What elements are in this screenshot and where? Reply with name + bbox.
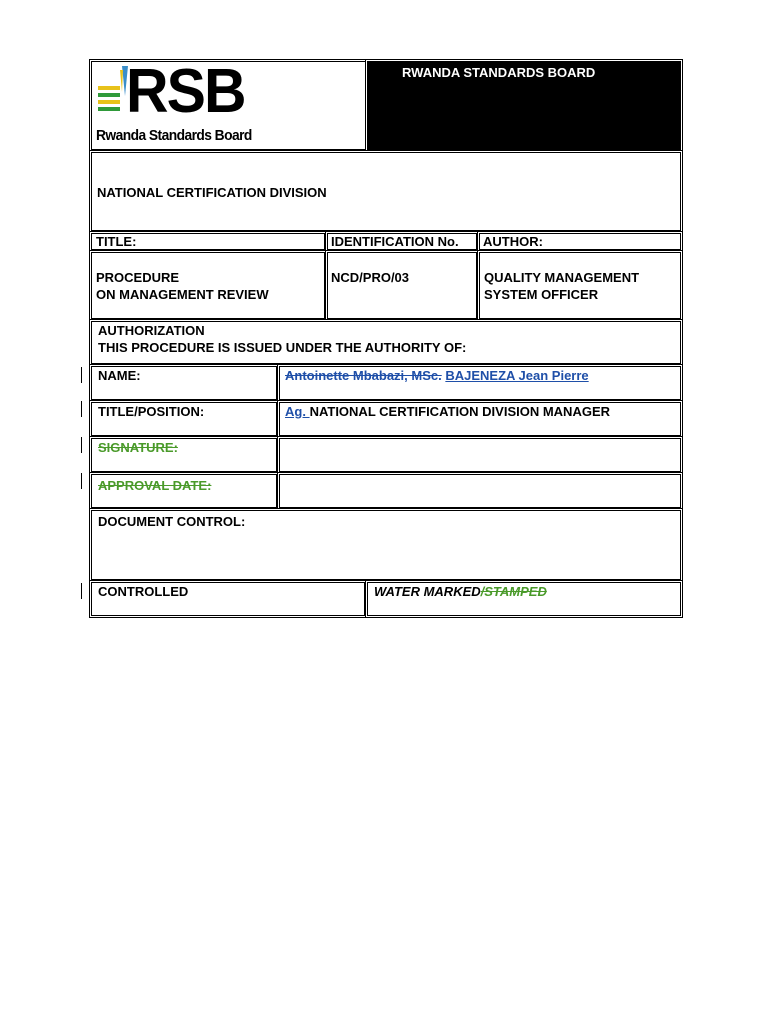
name-label: NAME: bbox=[98, 368, 141, 383]
change-bar-signature bbox=[81, 437, 82, 453]
id-value-cell bbox=[327, 252, 477, 319]
controlled-text: CONTROLLED bbox=[98, 584, 189, 599]
position-value-cell bbox=[279, 402, 681, 436]
id-label-cell bbox=[327, 233, 477, 250]
logo-cell bbox=[91, 57, 367, 150]
document-header-form bbox=[89, 59, 683, 620]
org-name: RWANDA STANDARDS BOARD bbox=[402, 65, 596, 80]
author-label-cell bbox=[479, 233, 681, 250]
position-label: TITLE/POSITION: bbox=[98, 404, 205, 419]
name-value bbox=[285, 367, 589, 384]
name-deleted: Antoinette Mbabazi, MSc. bbox=[285, 368, 442, 383]
title-value-cell bbox=[91, 252, 325, 319]
document-control-cell bbox=[91, 510, 681, 580]
id-value: NCD/PRO/03 bbox=[331, 270, 410, 285]
title-line1: PROCEDURE bbox=[96, 270, 180, 285]
name-value-cell bbox=[279, 366, 681, 400]
position-text: NATIONAL CERTIFICATION DIVISION MANAGER bbox=[309, 404, 611, 419]
author-line2: SYSTEM OFFICER bbox=[484, 287, 599, 302]
authorization-cell bbox=[91, 321, 681, 364]
signature-label-cell bbox=[91, 438, 277, 472]
watermark-marked: WATER MARKED bbox=[374, 584, 481, 599]
author-value-cell bbox=[479, 252, 681, 319]
org-name-cell bbox=[367, 61, 681, 150]
position-label-cell bbox=[91, 402, 277, 436]
change-bar-approval bbox=[81, 473, 82, 489]
signature-value-cell bbox=[279, 438, 681, 472]
change-bar-position bbox=[81, 401, 82, 417]
name-label-cell bbox=[91, 366, 277, 400]
position-value bbox=[285, 403, 610, 420]
signature-label: SIGNATURE: bbox=[98, 440, 178, 455]
watermark-deleted: /STAMPED bbox=[480, 584, 547, 599]
authorization-statement: THIS PROCEDURE IS ISSUED UNDER THE AUTHORITY OF: bbox=[98, 340, 467, 355]
name-inserted: BAJENEZA Jean Pierre bbox=[445, 368, 589, 383]
approval-label-cell bbox=[91, 474, 277, 508]
authorization-heading: AUTHORIZATION bbox=[98, 323, 205, 338]
controlled-cell bbox=[91, 582, 365, 616]
division-name: NATIONAL CERTIFICATION DIVISION bbox=[97, 185, 327, 200]
change-bar-name bbox=[81, 367, 82, 383]
title-label-cell bbox=[91, 233, 325, 250]
title-line2: ON MANAGEMENT REVIEW bbox=[96, 287, 269, 302]
position-inserted: Ag. bbox=[285, 404, 310, 419]
id-label: IDENTIFICATION No. bbox=[331, 234, 459, 249]
watermark-cell bbox=[367, 582, 681, 616]
logo-letters: RSB bbox=[126, 57, 245, 126]
change-bar-watermark bbox=[81, 583, 82, 599]
logo-subtitle: Rwanda Standards Board bbox=[96, 127, 252, 144]
approval-value-cell bbox=[279, 474, 681, 508]
title-label: TITLE: bbox=[96, 234, 137, 249]
watermark-text bbox=[374, 583, 547, 600]
approval-label: APPROVAL DATE: bbox=[98, 478, 212, 493]
document-control-heading: DOCUMENT CONTROL: bbox=[98, 514, 246, 529]
division-cell bbox=[91, 152, 681, 231]
author-line1: QUALITY MANAGEMENT bbox=[484, 270, 640, 285]
author-label: AUTHOR: bbox=[483, 234, 543, 249]
